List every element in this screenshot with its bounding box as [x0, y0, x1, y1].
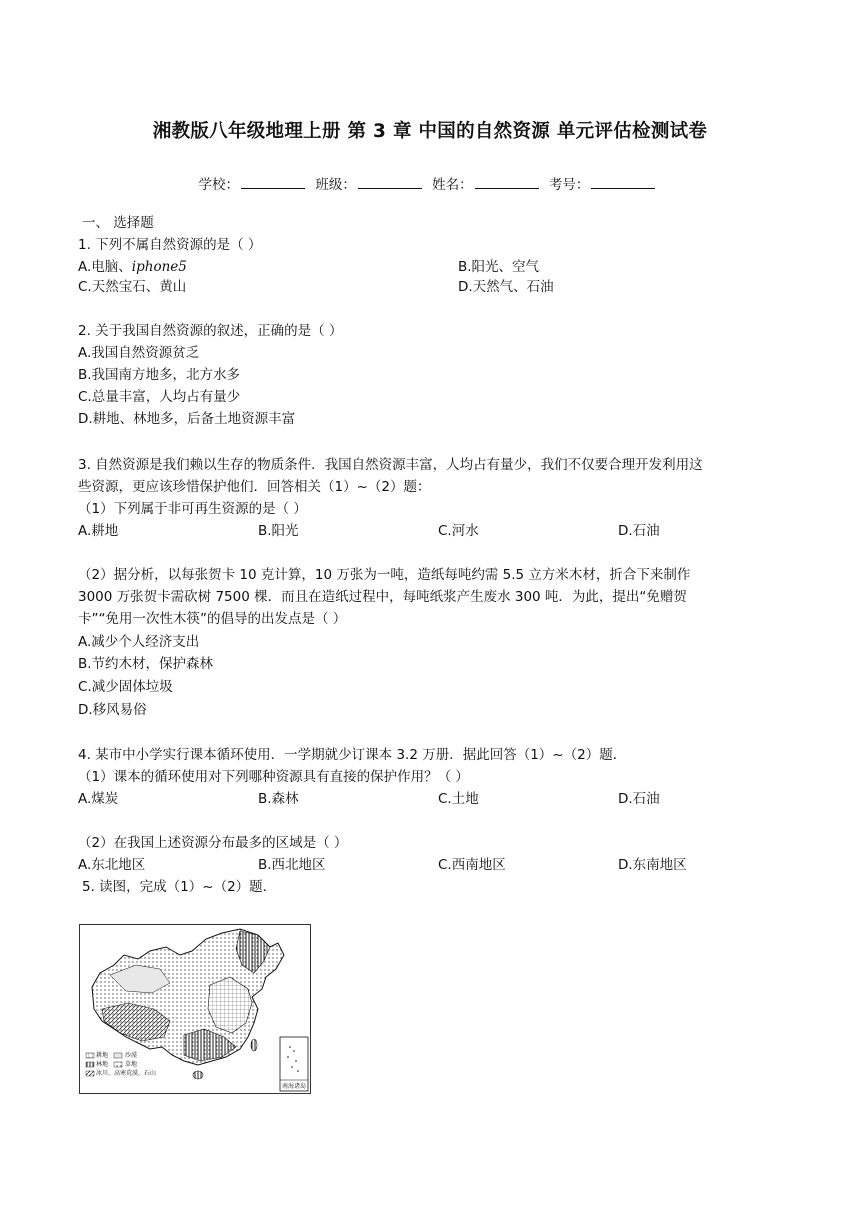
q4-sub1-stem: （1）课本的循环使用对下列哪种资源具有直接的保护作用？（ ） [78, 769, 469, 785]
q1-option-a-text: A.电脑、 [78, 259, 132, 275]
q4-sub1-option-c: C.土地 [438, 791, 479, 807]
legend-grassland: 草地 [125, 1061, 138, 1068]
class-label: 班级： [315, 177, 356, 193]
q2-stem: 2. 关于我国自然资源的叙述，正确的是（ ） [78, 323, 343, 339]
q4-sub2-option-a: A.东北地区 [78, 857, 146, 873]
q2-option-c: C.总量丰富，人均占有量少 [78, 389, 241, 405]
q3-sub2-option-c: C.减少固体垃圾 [78, 679, 173, 695]
name-blank[interactable] [475, 176, 539, 189]
school-label: 学校： [198, 177, 240, 193]
school-blank[interactable] [241, 176, 305, 189]
q1-option-b: B.阳光、空气 [458, 259, 540, 275]
q3-sub1-option-d: D.石油 [618, 523, 660, 539]
q3-sub2-line2: 3000 万张贺卡需砍树 7500 棵．而且在造纸过程中，每吨纸浆产生废水 300 吨．为此，提出“免赠贺 [78, 589, 687, 605]
q1-option-a [78, 258, 187, 276]
section-heading: 一、 选择题 [82, 215, 154, 231]
china-resource-map [79, 924, 311, 1094]
legend-farmland: 耕地 [96, 1052, 109, 1059]
inset-label: 南海诸岛 [281, 1083, 306, 1090]
legend-glacier: 冰川、高寒荒漠、石山 [96, 1070, 157, 1077]
name-label: 姓名： [432, 177, 473, 193]
q4-sub2-stem: （2）在我国上述资源分布最多的区域是（ ） [78, 835, 348, 851]
q1-stem: 1. 下列不属自然资源的是（ ） [78, 237, 262, 253]
class-blank[interactable] [358, 176, 422, 189]
q4-sub1-option-d: D.石油 [618, 791, 660, 807]
q3-stem-line1: 3. 自然资源是我们赖以生存的物质条件．我国自然资源丰富，人均占有量少，我们不仅要合理开发利用这 [78, 457, 703, 473]
q3-stem-line2: 些资源，更应该珍惜保护他们．回答相关（1）~（2）题： [78, 479, 431, 495]
q1-option-c: C.天然宝石、黄山 [78, 279, 187, 295]
q3-sub2-line1: （2）据分析，以每张贺卡 10 克计算，10 万张为一吨，造纸每吨约需 5.5 立方米木材，折合下来制作 [78, 567, 691, 583]
q3-sub1-option-c: C.河水 [438, 523, 479, 539]
q1-option-a-model: iphone5 [131, 259, 187, 275]
legend-forest: 林地 [96, 1061, 109, 1068]
q1-option-d: D.天然气、石油 [458, 279, 554, 295]
q5-stem: 5. 读图，完成（1）~（2）题． [82, 879, 277, 895]
q3-sub2-line3: 卡”“免用一次性木筷”的倡导的出发点是（ ） [78, 611, 347, 627]
q3-sub1-stem: （1）下列属于非可再生资源的是（ ） [78, 501, 307, 517]
q3-sub2-option-d: D.移风易俗 [78, 702, 147, 718]
legend-desert: 沙漠 [125, 1052, 138, 1059]
q3-sub1-option-a: A.耕地 [78, 523, 119, 539]
q2-option-d: D.耕地、林地多，后备土地资源丰富 [78, 411, 296, 427]
q2-option-b: B.我国南方地多，北方水多 [78, 367, 241, 383]
exam-no-blank[interactable] [591, 176, 655, 189]
q4-stem: 4. 某市中小学实行课本循环使用．一学期就少订课本 3.2 万册．据此回答（1）~（2）题． [78, 747, 627, 763]
q4-sub1-option-a: A.煤炭 [78, 791, 119, 807]
q2-option-a: A.我国自然资源贫乏 [78, 345, 200, 361]
q3-sub2-option-a: A.减少个人经济支出 [78, 634, 200, 650]
q3-sub2-option-b: B.节约木材，保护森林 [78, 656, 214, 672]
q4-sub2-option-c: C.西南地区 [438, 857, 506, 873]
student-info-line [0, 173, 860, 193]
document-title: 湘教版八年级地理上册 第 3 章 中国的自然资源 单元评估检测试卷 [152, 121, 708, 142]
map-legend-labels [96, 1051, 186, 1078]
q3-sub1-option-b: B.阳光 [258, 523, 299, 539]
exam-no-label: 考号： [548, 177, 590, 193]
q4-sub1-option-b: B.森林 [258, 791, 299, 807]
q4-sub2-option-d: D.东南地区 [618, 857, 687, 873]
q4-sub2-option-b: B.西北地区 [258, 857, 326, 873]
